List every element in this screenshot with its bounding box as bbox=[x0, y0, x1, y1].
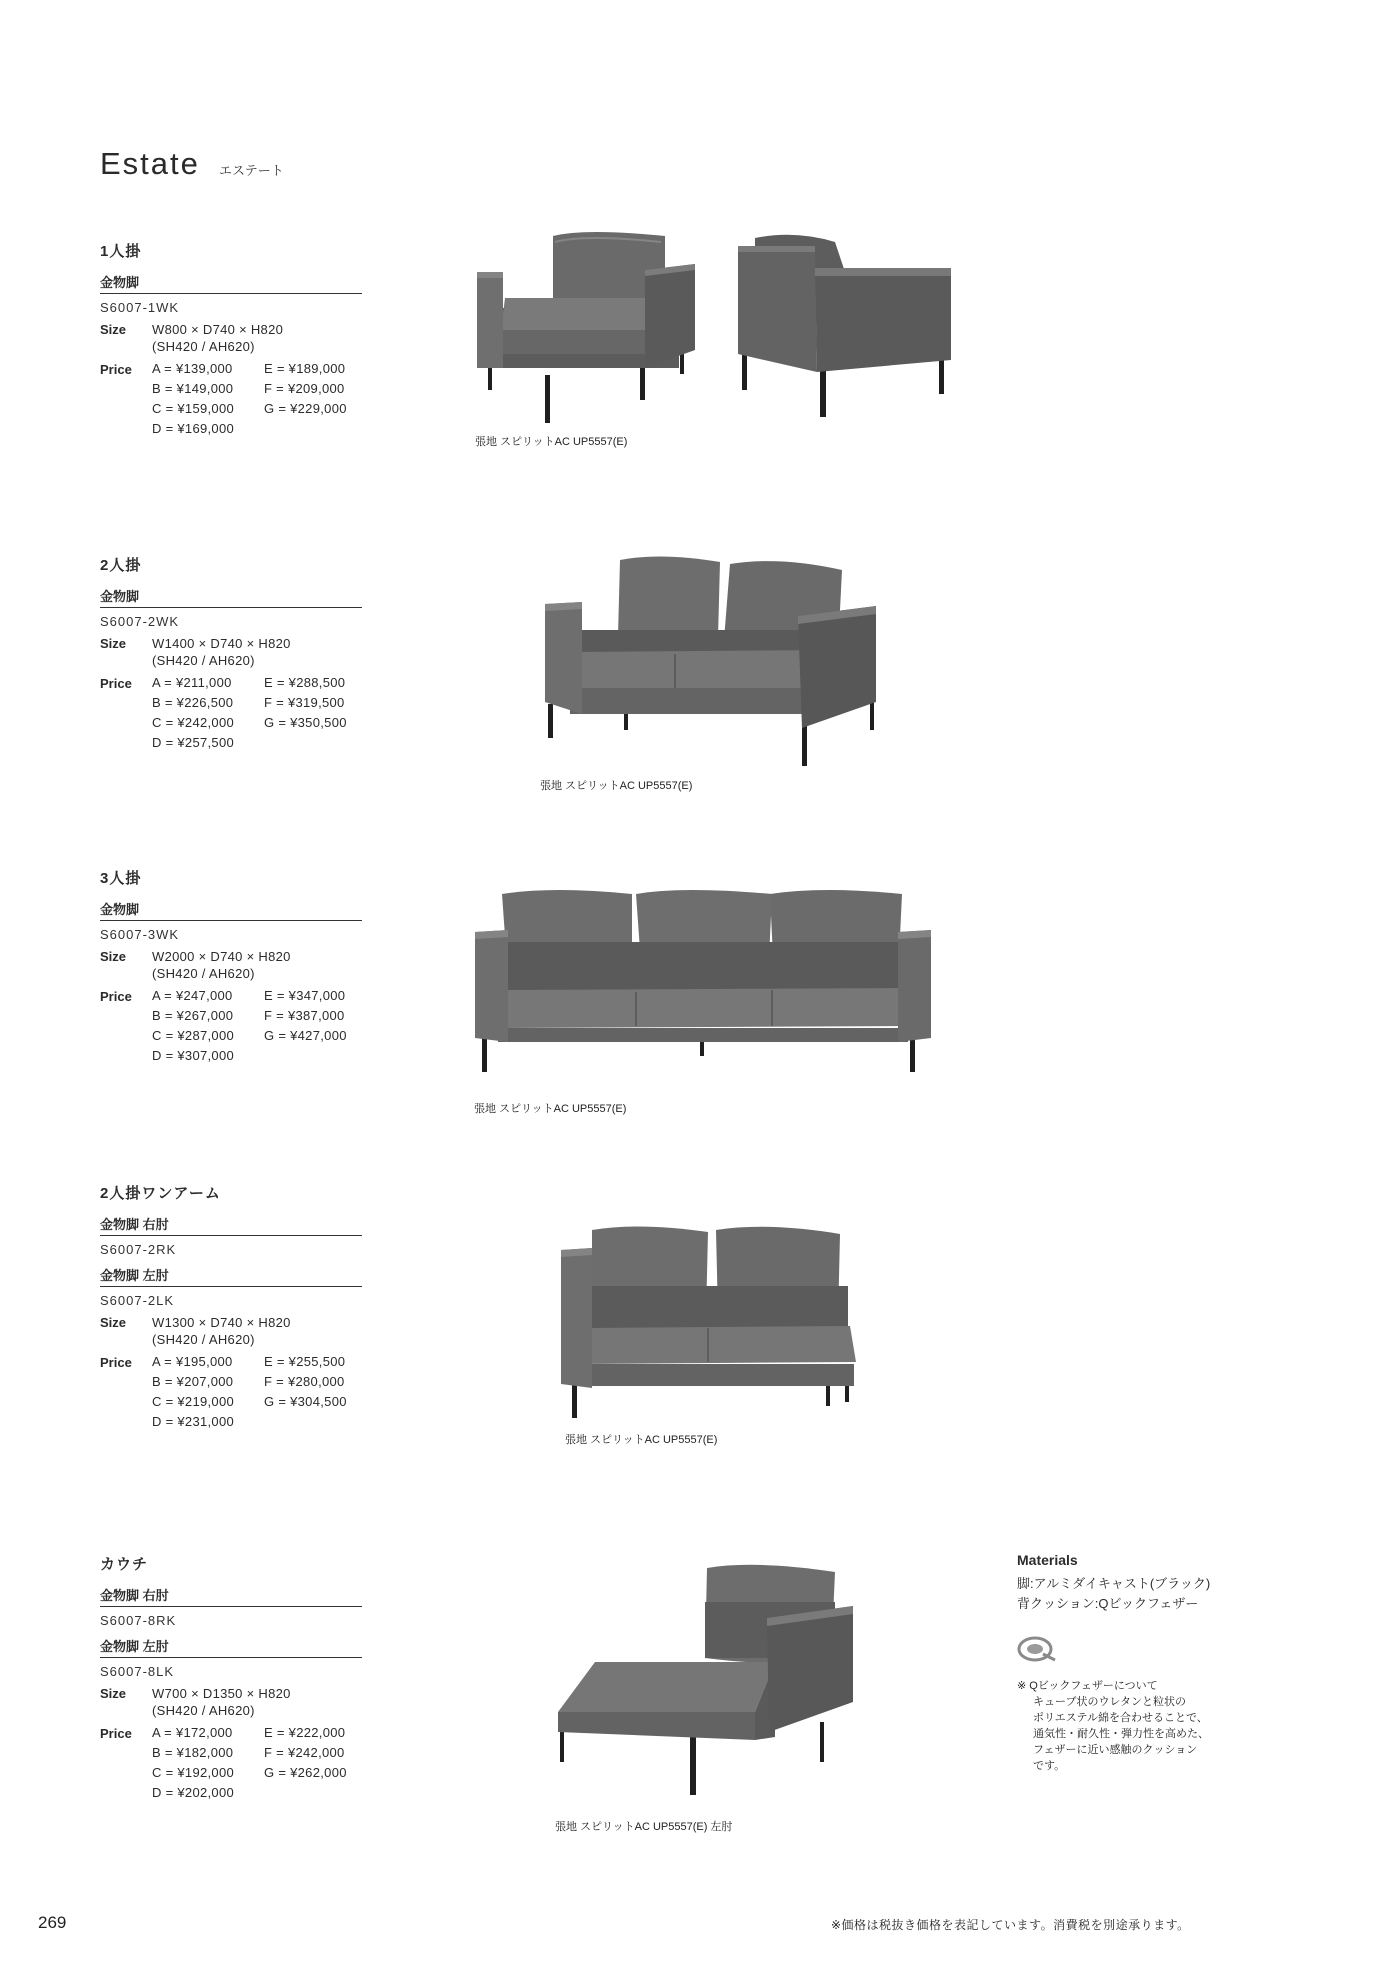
size-heights: (SH420 / AH620) bbox=[152, 339, 255, 354]
section-heading: 2人掛ワンアーム bbox=[100, 1185, 221, 1202]
leg-type-left: 金物脚 左肘 bbox=[100, 1268, 169, 1283]
price-row bbox=[100, 1725, 362, 1801]
note-line: ポリエステル綿を合わせることで、 bbox=[1033, 1712, 1208, 1724]
leg-type: 金物脚 bbox=[100, 275, 140, 290]
divider bbox=[100, 1235, 362, 1236]
size-row bbox=[100, 948, 362, 982]
fabric-caption: 張地 スピリットAC UP5557(E) bbox=[565, 1434, 718, 1446]
product-code-left: S6007-2LK bbox=[100, 1293, 175, 1308]
size-dimensions: W1400 × D740 × H820 bbox=[152, 636, 291, 651]
size-dimensions: W800 × D740 × H820 bbox=[152, 322, 284, 337]
price-e: E = ¥347,000 bbox=[264, 988, 346, 1003]
product-code-right: S6007-8RK bbox=[100, 1613, 177, 1628]
divider bbox=[100, 1657, 362, 1658]
price-e: E = ¥255,500 bbox=[264, 1354, 346, 1369]
section-heading: 1人掛 bbox=[100, 243, 142, 260]
price-g: G = ¥262,000 bbox=[264, 1765, 347, 1780]
product-code-right: S6007-2RK bbox=[100, 1242, 177, 1257]
price-g: G = ¥350,500 bbox=[264, 715, 347, 730]
price-row bbox=[100, 675, 362, 751]
page-title: Estate bbox=[100, 146, 200, 181]
leg-type-left: 金物脚 左肘 bbox=[100, 1639, 169, 1654]
product-section-3seat bbox=[100, 867, 362, 1064]
price-c: C = ¥159,000 bbox=[152, 401, 235, 416]
fabric-caption: 張地 スピリットAC UP5557(E) bbox=[475, 436, 628, 448]
size-heights: (SH420 / AH620) bbox=[152, 1332, 255, 1347]
price-d: D = ¥202,000 bbox=[152, 1785, 235, 1800]
one-arm-sofa-image bbox=[558, 1224, 870, 1420]
price-f: F = ¥280,000 bbox=[264, 1374, 345, 1389]
product-code: S6007-3WK bbox=[100, 927, 180, 942]
size-label: Size bbox=[100, 1686, 127, 1701]
price-b: B = ¥207,000 bbox=[152, 1374, 234, 1389]
price-a: A = ¥139,000 bbox=[152, 361, 233, 376]
price-a: A = ¥195,000 bbox=[152, 1354, 233, 1369]
price-a: A = ¥247,000 bbox=[152, 988, 233, 1003]
size-row bbox=[100, 1314, 362, 1348]
leg-type-right: 金物脚 右肘 bbox=[100, 1217, 169, 1232]
two-seater-image bbox=[540, 554, 880, 768]
size-label: Size bbox=[100, 1315, 127, 1330]
price-d: D = ¥169,000 bbox=[152, 421, 235, 436]
size-label: Size bbox=[100, 949, 127, 964]
armchair-back-image bbox=[735, 232, 955, 422]
price-g: G = ¥229,000 bbox=[264, 401, 347, 416]
fabric-caption: 張地 スピリットAC UP5557(E) bbox=[474, 1103, 627, 1115]
section-heading: 3人掛 bbox=[100, 870, 142, 887]
tax-note: ※価格は税抜き価格を表記しています。消費税を別途承ります。 bbox=[831, 1918, 1190, 1932]
price-c: C = ¥219,000 bbox=[152, 1394, 235, 1409]
product-code: S6007-1WK bbox=[100, 300, 180, 315]
note-line: です。 bbox=[1033, 1760, 1066, 1772]
price-label: Price bbox=[100, 989, 132, 1004]
leg-type-right: 金物脚 右肘 bbox=[100, 1588, 169, 1603]
note-line: フェザーに近い感触のクッション bbox=[1033, 1744, 1198, 1756]
price-c: C = ¥287,000 bbox=[152, 1028, 235, 1043]
product-section-1seat bbox=[100, 240, 362, 437]
section-heading: カウチ bbox=[100, 1556, 149, 1573]
size-dimensions: W1300 × D740 × H820 bbox=[152, 1315, 291, 1330]
price-c: C = ¥192,000 bbox=[152, 1765, 235, 1780]
price-f: F = ¥242,000 bbox=[264, 1745, 345, 1760]
note-line: キューブ状のウレタンと粒状の bbox=[1033, 1696, 1187, 1708]
price-f: F = ¥319,500 bbox=[264, 695, 345, 710]
price-a: A = ¥211,000 bbox=[152, 675, 232, 690]
product-section-couch bbox=[100, 1553, 362, 1801]
price-d: D = ¥307,000 bbox=[152, 1048, 235, 1063]
product-section-2seat bbox=[100, 554, 362, 751]
divider bbox=[100, 607, 362, 608]
page-number: 269 bbox=[38, 1913, 67, 1932]
price-d: D = ¥257,500 bbox=[152, 735, 235, 750]
q-feather-note bbox=[1017, 1678, 1237, 1774]
price-e: E = ¥189,000 bbox=[264, 361, 346, 376]
size-label: Size bbox=[100, 322, 127, 337]
note-line: 通気性・耐久性・弾力性を高めた、 bbox=[1033, 1728, 1209, 1740]
divider bbox=[100, 1606, 362, 1607]
leg-type: 金物脚 bbox=[100, 902, 140, 917]
size-row bbox=[100, 321, 362, 355]
price-d: D = ¥231,000 bbox=[152, 1414, 235, 1429]
price-row bbox=[100, 988, 362, 1064]
materials-panel bbox=[1017, 1552, 1217, 1614]
fabric-caption: 張地 スピリットAC UP5557(E) bbox=[540, 780, 693, 792]
product-code-left: S6007-8LK bbox=[100, 1664, 175, 1679]
price-g: G = ¥304,500 bbox=[264, 1394, 347, 1409]
size-heights: (SH420 / AH620) bbox=[152, 1703, 255, 1718]
price-b: B = ¥149,000 bbox=[152, 381, 234, 396]
size-heights: (SH420 / AH620) bbox=[152, 653, 255, 668]
section-heading: 2人掛 bbox=[100, 557, 142, 574]
price-label: Price bbox=[100, 362, 132, 377]
price-e: E = ¥288,500 bbox=[264, 675, 346, 690]
size-dimensions: W2000 × D740 × H820 bbox=[152, 949, 291, 964]
price-label: Price bbox=[100, 1355, 132, 1370]
price-label: Price bbox=[100, 1726, 132, 1741]
note-heading: ※ Qビックフェザーについて bbox=[1017, 1680, 1158, 1692]
divider bbox=[100, 920, 362, 921]
couch-image bbox=[555, 1562, 860, 1800]
price-row bbox=[100, 1354, 362, 1430]
price-g: G = ¥427,000 bbox=[264, 1028, 347, 1043]
price-b: B = ¥267,000 bbox=[152, 1008, 234, 1023]
price-e: E = ¥222,000 bbox=[264, 1725, 346, 1740]
price-c: C = ¥242,000 bbox=[152, 715, 235, 730]
price-b: B = ¥182,000 bbox=[152, 1745, 234, 1760]
divider bbox=[100, 1286, 362, 1287]
size-dimensions: W700 × D1350 × H820 bbox=[152, 1686, 291, 1701]
leg-type: 金物脚 bbox=[100, 589, 140, 604]
materials-title: Materials bbox=[1017, 1552, 1078, 1568]
divider bbox=[100, 293, 362, 294]
three-seater-image bbox=[472, 888, 934, 1088]
price-a: A = ¥172,000 bbox=[152, 1725, 233, 1740]
price-f: F = ¥387,000 bbox=[264, 1008, 345, 1023]
size-row bbox=[100, 1685, 362, 1719]
price-b: B = ¥226,500 bbox=[152, 695, 234, 710]
price-f: F = ¥209,000 bbox=[264, 381, 345, 396]
size-heights: (SH420 / AH620) bbox=[152, 966, 255, 981]
page-subtitle: エステート bbox=[219, 163, 284, 178]
armchair-front-image bbox=[475, 230, 700, 425]
size-row bbox=[100, 635, 362, 669]
product-section-one-arm bbox=[100, 1182, 362, 1430]
materials-cushion: 背クッション:Qビックフェザー bbox=[1017, 1596, 1199, 1611]
size-label: Size bbox=[100, 636, 127, 651]
fabric-caption: 張地 スピリットAC UP5557(E) 左肘 bbox=[555, 1821, 733, 1833]
price-label: Price bbox=[100, 676, 132, 691]
materials-leg: 脚:アルミダイキャスト(ブラック) bbox=[1017, 1576, 1211, 1591]
price-row bbox=[100, 361, 362, 437]
product-code: S6007-2WK bbox=[100, 614, 180, 629]
q-feather-logo-icon bbox=[1017, 1636, 1059, 1662]
